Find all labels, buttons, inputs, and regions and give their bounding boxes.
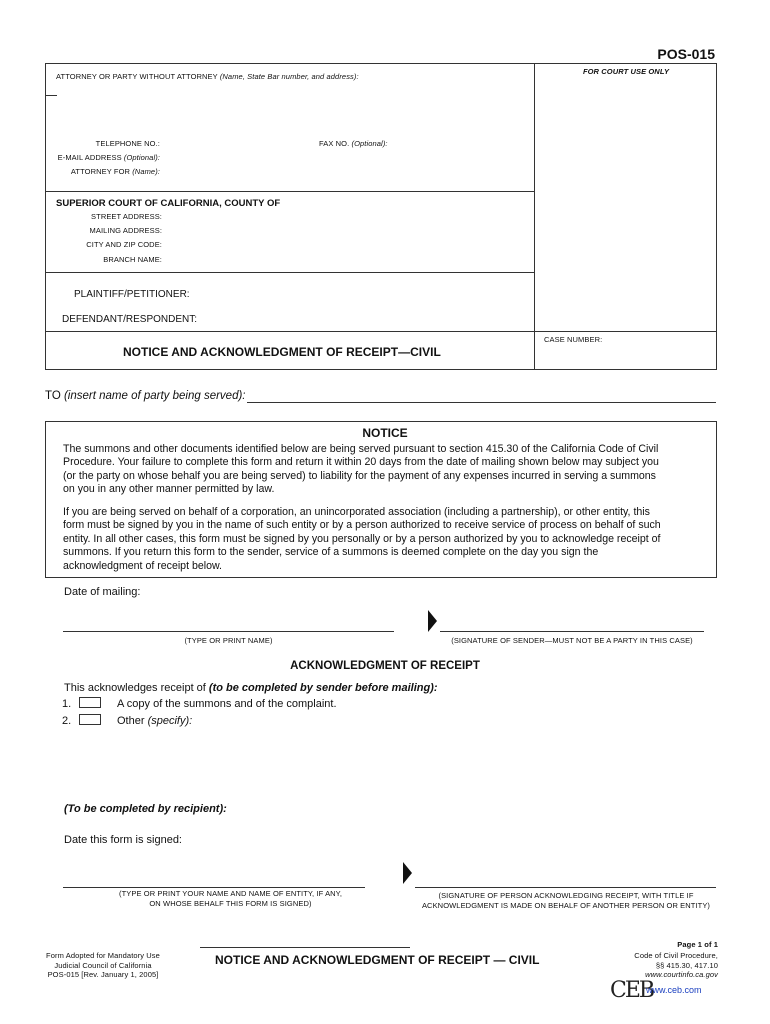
email-label: E-MAIL ADDRESS (Optional): (57, 153, 160, 162)
ceb-url[interactable]: www.ceb.com (646, 985, 702, 995)
footer-code: Code of Civil Procedure, §§ 415.30, 417.10 www.courtinfo.ca.gov (634, 951, 718, 979)
attorney-label: ATTORNEY OR PARTY WITHOUT ATTORNEY (Name, State Bar number, and address): (56, 72, 359, 81)
case-number-label: CASE NUMBER: (544, 335, 603, 344)
notice-paragraph-2: If you are being served on behalf of a corporation, an unincorporated association (including a partnership), or other entity, this form must be signed by you in the name of such entity or by a person authorized to receive service of process on behalf of such entity. In all other cases, this form must be signed by you personally or by a person authorized by you to acknowledge receipt of summons. If you return this form to the sender, service of a summons is deemed complete on the day you sign the acknowledgment of receipt below. (63, 506, 661, 572)
city-zip-label: CITY AND ZIP CODE: (86, 240, 162, 249)
recipient-signature-arrow-icon (403, 862, 412, 884)
recipient-note: (To be completed by recipient): (64, 803, 227, 815)
branch-name-label: BRANCH NAME: (103, 255, 162, 264)
defendant-label: DEFENDANT/RESPONDENT: (62, 314, 198, 325)
ceb-logo: CEB (610, 978, 654, 1003)
date-signed-label: Date this form is signed: (64, 834, 182, 846)
acknowledgment-intro: This acknowledges receipt of (to be completed by sender before mailing): (64, 682, 438, 694)
footer-page: Page 1 of 1 (677, 940, 718, 949)
item-1-text: A copy of the summons and of the complaint. (117, 698, 337, 710)
plaintiff-label: PLAINTIFF/PETITIONER: (74, 289, 190, 300)
form-id: POS-015 (657, 46, 715, 62)
signature-arrow-icon (428, 610, 437, 632)
mailing-address-label: MAILING ADDRESS: (89, 226, 162, 235)
date-of-mailing-label: Date of mailing: (64, 586, 141, 598)
recipient-name-line[interactable] (63, 887, 365, 888)
fax-label: FAX NO. (Optional): (319, 139, 388, 148)
type-name-caption: (TYPE OR PRINT NAME) (184, 636, 273, 645)
item-2-number: 2. (62, 715, 72, 727)
court-title: SUPERIOR COURT OF CALIFORNIA, COUNTY OF (56, 198, 281, 209)
recipient-signature-caption: (SIGNATURE OF PERSON ACKNOWLEDGING RECEIPT, WITH TITLE IF ACKNOWLEDGMENT IS MADE ON BEHALF OF ANOTHER PERSON OR ENTITY) (421, 891, 711, 910)
form-title: NOTICE AND ACKNOWLEDGMENT OF RECEIPT—CIVIL (123, 345, 441, 359)
notice-heading: NOTICE (362, 426, 408, 440)
to-line-label: TO (insert name of party being served): (45, 390, 246, 402)
recipient-signature-line[interactable] (415, 887, 716, 888)
attorney-for-label: ATTORNEY FOR (Name): (70, 167, 160, 176)
item-1-number: 1. (62, 698, 72, 710)
mark-dash (45, 95, 57, 96)
footer-website[interactable]: www.courtinfo.ca.gov (645, 970, 718, 979)
recipient-name-caption: (TYPE OR PRINT YOUR NAME AND NAME OF ENTITY, IF ANY, ON WHOSE BEHALF THIS FORM IS SIGNED) (118, 889, 343, 908)
footer-adopted: Form Adopted for Mandatory Use Judicial Council of California POS-015 [Rev. January 1, 2005] (46, 951, 160, 979)
notice-paragraph-1: The summons and other documents identified below are being served pursuant to section 415.30 of the California Code of Civil Procedure. Your failure to complete this form and return it within 20 days from the date of mailing shown below may subject you (or the party on whose behalf you are being served) to liability for the payment of any expenses incurred in serving a summons on you in any other manner permitted by law. (63, 443, 659, 496)
footer-title: NOTICE AND ACKNOWLEDGMENT OF RECEIPT — CIVIL (215, 953, 540, 967)
item-2-checkbox[interactable] (79, 714, 101, 725)
item-1-checkbox[interactable] (79, 697, 101, 708)
court-use-label: FOR COURT USE ONLY (582, 67, 670, 76)
sender-signature-caption: (SIGNATURE OF SENDER—MUST NOT BE A PARTY IN THIS CASE) (451, 636, 693, 645)
acknowledgment-heading: ACKNOWLEDGMENT OF RECEIPT (290, 660, 480, 672)
footer-rule (200, 947, 410, 948)
header-hline-2 (45, 272, 535, 273)
sender-name-line[interactable] (63, 631, 394, 632)
header-hline-3 (45, 331, 717, 332)
item-2-text: Other (specify): (117, 715, 193, 727)
sender-signature-line[interactable] (440, 631, 704, 632)
telephone-label: TELEPHONE NO.: (95, 139, 160, 148)
court-use-divider (534, 63, 535, 370)
header-hline-1 (45, 191, 535, 192)
to-line-input[interactable] (247, 402, 716, 403)
street-address-label: STREET ADDRESS: (91, 212, 162, 221)
